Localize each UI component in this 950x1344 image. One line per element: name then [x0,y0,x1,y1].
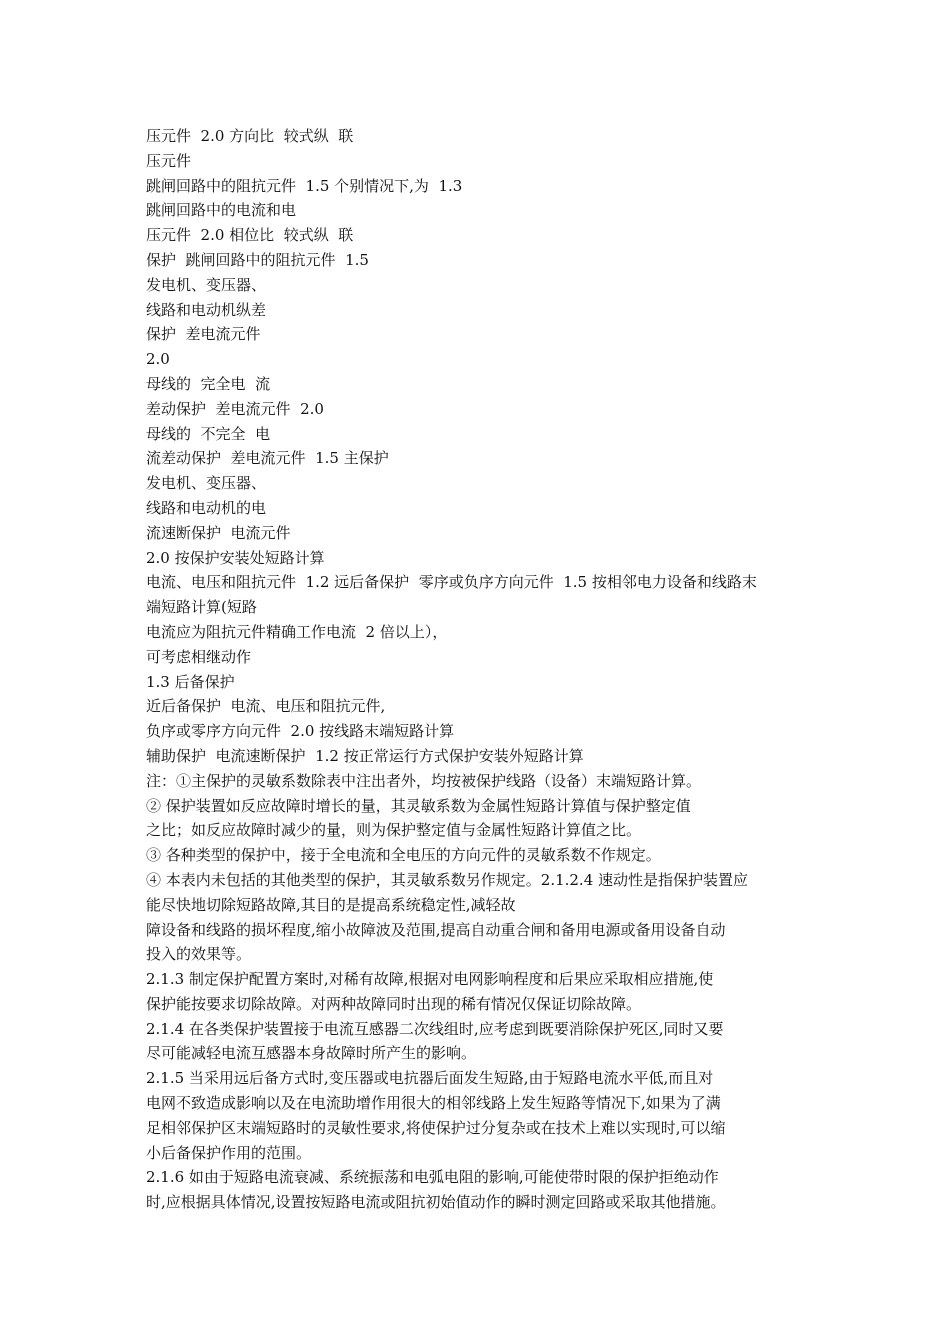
text-line: 近后备保护 电流、电压和阻抗元件, [146,697,386,716]
text-line: 流速断保护 电流元件 [146,523,291,542]
text-line: 压元件 2.0 相位比 较式纵 联 [146,226,354,245]
paragraph-line: 足相邻保护区末端短路时的灵敏性要求,将使保护过分复杂或在技术上难以实现时,可以缩 [146,1118,726,1137]
paragraph-line: 尽可能减轻电流互感器本身故障时所产生的影响。 [146,1044,477,1063]
paragraph-line: 2.1.6 如由于短路电流衰减、系统振荡和电弧电阻的影响,可能使带时限的保护拒绝动作 [146,1168,719,1187]
paragraph-line: 2.1.3 制定保护配置方案时,对稀有故障,根据对电网影响程度和后果应采取相应措施,使 [146,970,714,989]
text-line: 差动保护 差电流元件 2.0 [146,399,324,418]
text-line: 流差动保护 差电流元件 1.5 主保护 [146,449,389,468]
text-line: 线路和电动机纵差 [146,300,267,319]
text-line: 负序或零序方向元件 2.0 按线路末端短路计算 [146,722,455,741]
text-line: 1.3 后备保护 [146,672,235,691]
text-line: 母线的 不完全 电 [146,424,271,443]
paragraph-line: 障设备和线路的损坏程度,缩小故障波及范围,提高自动重合闸和备用电源或备用设备自动 [146,920,726,939]
paragraph-line: 2.1.5 当采用远后备方式时,变压器或电抗器后面发生短路,由于短路电流水平低,而且对 [146,1069,714,1088]
text-line: 2.0 [146,350,170,369]
text-line: 跳闸回路中的阻抗元件 1.5 个别情况下,为 1.3 [146,176,463,195]
text-line: 发电机、变压器、 [146,474,267,493]
text-line: 跳闸回路中的电流和电 [146,201,297,220]
paragraph-line: 时,应根据具体情况,设置按短路电流或阻抗初始值动作的瞬时测定回路或采取其他措施。 [146,1193,726,1212]
text-line: 线路和电动机的电 [146,498,267,517]
paragraph-line: 2.1.4 在各类保护装置接于电流互感器二次线组时,应考虑到既要消除保护死区,同时又要 [146,1019,724,1038]
paragraph-line: 电网不致造成影响以及在电流助增作用很大的相邻线路上发生短路等情况下,如果为了满 [146,1094,721,1113]
paragraph-line: 小后备保护作用的范围。 [146,1143,312,1162]
text-line: 端短路计算(短路 [146,598,257,617]
note-line: 之比；如反应故障时减少的量，则为保护整定值与金属性短路计算值之比。 [146,821,642,840]
text-line: 保护 差电流元件 [146,325,261,344]
text-line: 保护 跳闸回路中的阻抗元件 1.5 [146,250,369,269]
text-line: 电流、电压和阻抗元件 1.2 远后备保护 零序或负序方向元件 1.5 按相邻电力设备和线路末 [146,573,757,592]
text-line: 母线的 完全电 流 [146,374,271,393]
paragraph-line: 能尽快地切除短路故障,其目的是提高系统稳定性,减轻故 [146,895,516,914]
text-line: 发电机、变压器、 [146,275,267,294]
text-line: 可考虑相继动作 [146,647,252,666]
text-line: 辅助保护 电流速断保护 1.2 按正常运行方式保护安装外短路计算 [146,746,584,765]
paragraph-line: 保护能按要求切除故障。对两种故障同时出现的稀有情况仅保证切除故障。 [146,994,642,1013]
note-line: ② 保护装置如反应故障时增长的量，其灵敏系数为金属性短路计算值与保护整定值 [146,796,691,815]
paragraph-line: 投入的效果等。 [146,945,252,964]
note-line: ④ 本表内未包括的其他类型的保护，其灵敏系数另作规定。2.1.2.4 速动性是指保护装置应 [146,870,749,889]
document-body [146,124,826,1215]
text-line: 压元件 [146,151,192,170]
note-line: ③ 各种类型的保护中，接于全电流和全电压的方向元件的灵敏系数不作规定。 [146,846,661,865]
text-line: 压元件 2.0 方向比 较式纵 联 [146,127,354,145]
note-line: 注：①主保护的灵敏系数除表中注出者外，均按被保护线路（设备）末端短路计算。 [146,771,702,790]
text-line: 电流应为阻抗元件精确工作电流 2 倍以上）， [146,622,448,641]
text-line: 2.0 按保护安装处短路计算 [146,548,325,567]
